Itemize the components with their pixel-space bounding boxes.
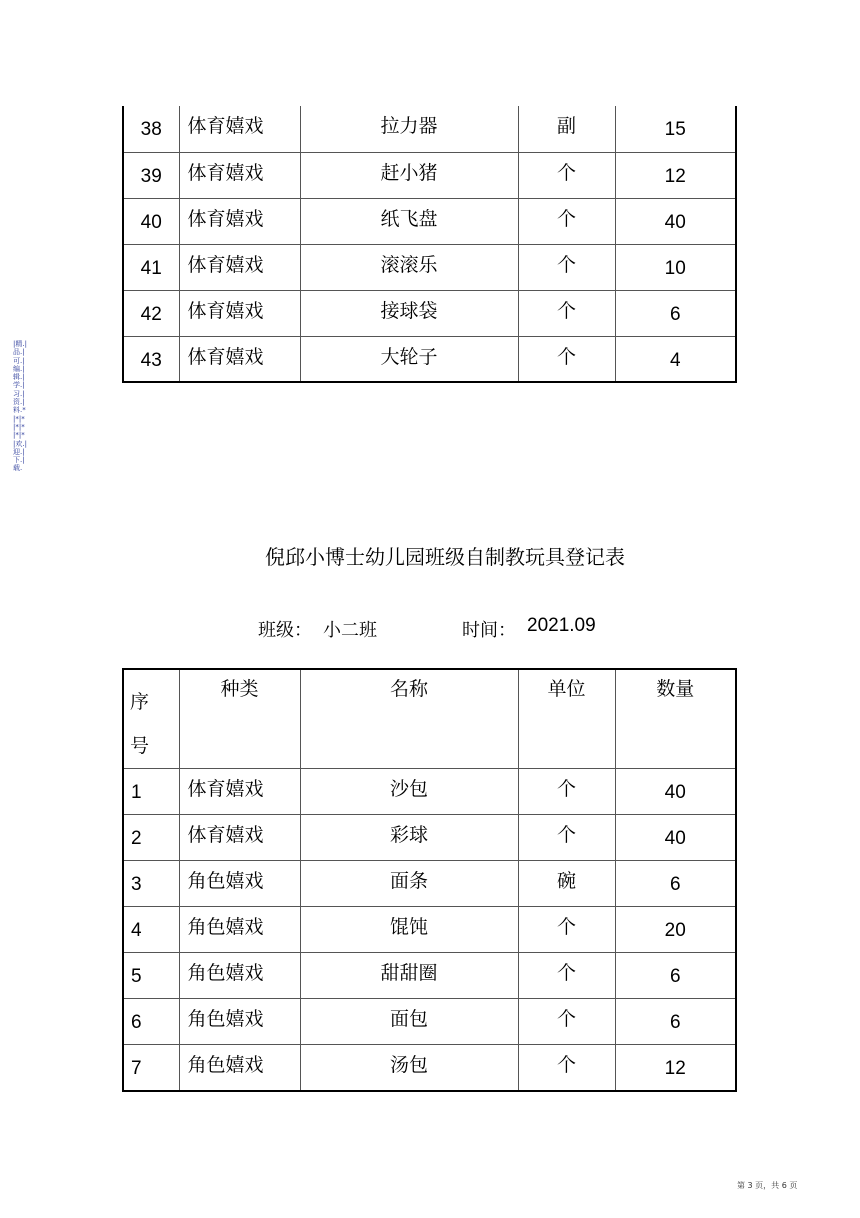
row-number: 5: [123, 953, 179, 999]
class-label: 班级：: [258, 620, 312, 641]
row-unit: 个: [518, 336, 615, 382]
continuation-table: [122, 106, 737, 383]
row-unit: 个: [518, 907, 615, 953]
row-quantity: 6: [615, 861, 736, 907]
row-number: 1: [123, 769, 179, 815]
sidebar-watermark: |精.|品.|可.|编.|辑.|学.|习.|资.|料.*|*|*|*|*|*|*|欢.|迎.|下.|载.: [13, 340, 27, 473]
row-category: 角色嬉戏: [179, 907, 300, 953]
table-header-row: [123, 669, 736, 769]
row-name: 大轮子: [300, 336, 518, 382]
table-row: [123, 953, 736, 999]
row-category: 体育嬉戏: [179, 336, 300, 382]
page-footer: 第 3 页，共 6 页: [737, 1181, 798, 1190]
table-row: [123, 769, 736, 815]
header-name: 名称: [300, 669, 518, 769]
table-row: [123, 152, 736, 198]
row-quantity: 10: [615, 244, 736, 290]
row-quantity: 12: [615, 152, 736, 198]
row-unit: 个: [518, 999, 615, 1045]
row-number: 39: [123, 152, 179, 198]
row-unit: 碗: [518, 861, 615, 907]
row-number: 38: [123, 106, 179, 152]
row-name: 甜甜圈: [300, 953, 518, 999]
row-unit: 个: [518, 953, 615, 999]
row-quantity: 6: [615, 290, 736, 336]
row-unit: 副: [518, 106, 615, 152]
row-category: 体育嬉戏: [179, 152, 300, 198]
row-unit: 个: [518, 769, 615, 815]
table-row: [123, 999, 736, 1045]
row-name: 面包: [300, 999, 518, 1045]
row-category: 角色嬉戏: [179, 953, 300, 999]
row-number: 41: [123, 244, 179, 290]
header-unit: 单位: [518, 669, 615, 769]
table-row: [123, 198, 736, 244]
row-category: 体育嬉戏: [179, 244, 300, 290]
row-unit: 个: [518, 815, 615, 861]
table-row: [123, 907, 736, 953]
row-number: 43: [123, 336, 179, 382]
row-quantity: 6: [615, 953, 736, 999]
row-name: 彩球: [300, 815, 518, 861]
row-quantity: 20: [615, 907, 736, 953]
row-quantity: 40: [615, 198, 736, 244]
row-number: 6: [123, 999, 179, 1045]
registration-table: [122, 668, 737, 1092]
row-unit: 个: [518, 1045, 615, 1091]
row-number: 40: [123, 198, 179, 244]
table-row: [123, 336, 736, 382]
row-category: 体育嬉戏: [179, 290, 300, 336]
table-row: [123, 244, 736, 290]
row-name: 汤包: [300, 1045, 518, 1091]
row-name: 滚滚乐: [300, 244, 518, 290]
row-unit: 个: [518, 244, 615, 290]
row-unit: 个: [518, 198, 615, 244]
class-value: 小二班: [323, 620, 377, 641]
row-category: 角色嬉戏: [179, 999, 300, 1045]
header-quantity: 数量: [615, 669, 736, 769]
row-quantity: 12: [615, 1045, 736, 1091]
row-quantity: 15: [615, 106, 736, 152]
row-category: 体育嬉戏: [179, 198, 300, 244]
table-row: [123, 290, 736, 336]
time-value: 2021.09: [527, 615, 596, 636]
header-category: 种类: [179, 669, 300, 769]
header-seq-1: 序: [130, 691, 150, 713]
row-number: 4: [123, 907, 179, 953]
row-name: 馄饨: [300, 907, 518, 953]
row-number: 3: [123, 861, 179, 907]
row-quantity: 40: [615, 815, 736, 861]
row-category: 体育嬉戏: [179, 815, 300, 861]
row-number: 7: [123, 1045, 179, 1091]
row-unit: 个: [518, 152, 615, 198]
time-label: 时间：: [462, 620, 516, 641]
row-unit: 个: [518, 290, 615, 336]
row-name: 纸飞盘: [300, 198, 518, 244]
row-category: 体育嬉戏: [179, 769, 300, 815]
row-quantity: 6: [615, 999, 736, 1045]
row-category: 角色嬉戏: [179, 1045, 300, 1091]
header-seq: [123, 669, 179, 769]
page-title: 倪邱小博士幼儿园班级自制教玩具登记表: [265, 545, 625, 569]
row-name: 赶小猪: [300, 152, 518, 198]
table-row: [123, 1045, 736, 1091]
row-name: 沙包: [300, 769, 518, 815]
table-row: [123, 106, 736, 152]
row-quantity: 40: [615, 769, 736, 815]
row-number: 42: [123, 290, 179, 336]
row-name: 接球袋: [300, 290, 518, 336]
row-number: 2: [123, 815, 179, 861]
table-row: [123, 861, 736, 907]
table-row: [123, 815, 736, 861]
row-category: 体育嬉戏: [179, 106, 300, 152]
row-name: 拉力器: [300, 106, 518, 152]
row-category: 角色嬉戏: [179, 861, 300, 907]
row-quantity: 4: [615, 336, 736, 382]
row-name: 面条: [300, 861, 518, 907]
header-seq-2: 号: [130, 735, 150, 757]
